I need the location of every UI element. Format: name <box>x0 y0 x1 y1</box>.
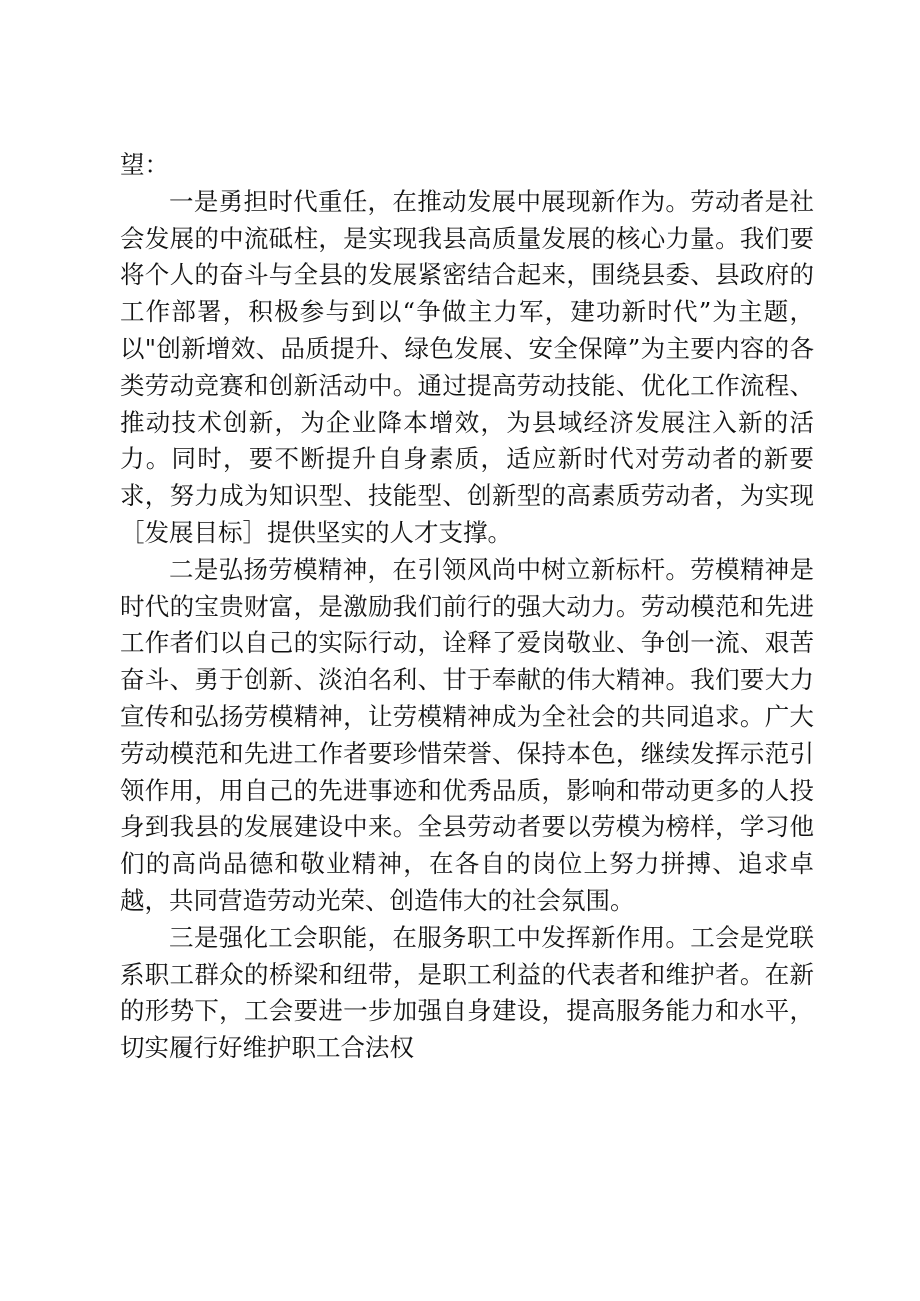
continuation-line: 望： <box>120 150 169 179</box>
paragraph-2: 二是弘扬劳模精神，在引领风尚中树立新标杆。劳模精神是时代的宝贵财富，是激励我们前行的强大动力。劳动模范和先进工作者们以自己的实际行动，诠释了爱岗敬业、争创一流、艰苦奋斗、勇于创新、淡泊名利、甘于奉献的伟大精神。我们要大力宣传和弘扬劳模精神，让劳模精神成为全社会的共同追求。广大劳动模范和先进工作者要珍惜荣誉、保持本色，继续发挥示范引领作用，用自己的先进事迹和优秀品质，影响和带动更多的人投身到我县的发展建设中来。全县劳动者要以劳模为榜样，学习他们的高尚品德和敬业精神，在各自的岗位上努力拼搏、追求卓越，共同营造劳动光荣、创造伟大的社会氛围。 <box>120 554 814 915</box>
paragraph-3: 三是强化工会职能，在服务职工中发挥新作用。工会是党联系职工群众的桥梁和纽带，是职工利益的代表者和维护者。在新的形势下，工会要进一步加强自身建设，提高服务能力和水平，切实履行好维护职工合法权 <box>120 922 814 1063</box>
paragraph-1: 一是勇担时代重任，在推动发展中展现新作为。劳动者是社会发展的中流砥柱，是实现我县高质量发展的核心力量。我们要将个人的奋斗与全县的发展紧密结合起来，围绕县委、县政府的工作部署，积极参与到以“争做主力军，建功新时代”为主题，以"创新增效、品质提升、绿色发展、安全保障”为主要内容的各类劳动竞赛和创新活动中。通过提高劳动技能、优化工作流程、推动技术创新，为企业降本增效，为县域经济发展注入新的活力。同时，要不断提升自身素质，适应新时代对劳动者的新要求，努力成为知识型、技能型、创新型的高素质劳动者，为实现［发展目标］提供坚实的人才支撑。 <box>120 186 814 547</box>
document-body <box>120 147 814 1067</box>
